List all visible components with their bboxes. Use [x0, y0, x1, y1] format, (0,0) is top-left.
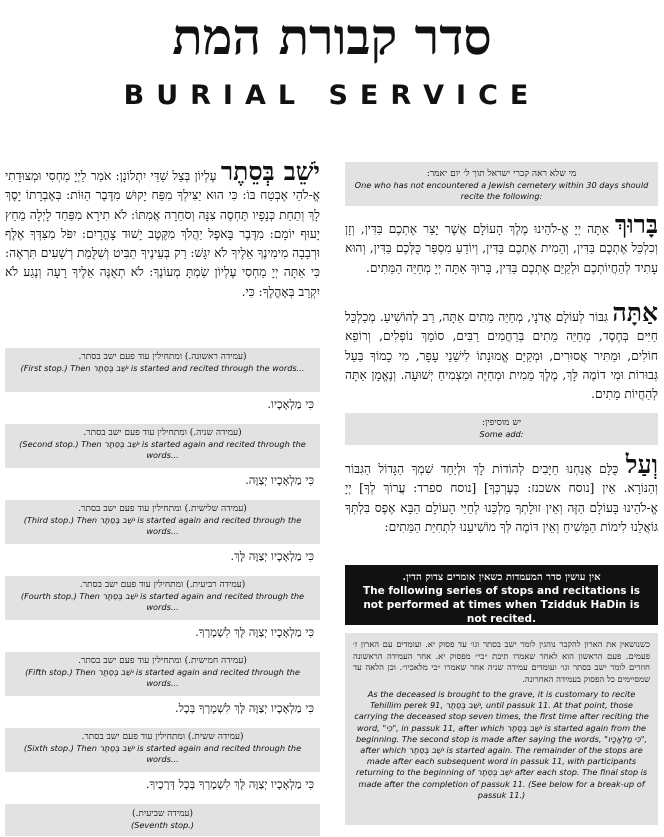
- stop-words: כִּי מַלְאָכָיו יְצַוֶּה לָּךְ.: [230, 549, 314, 563]
- stop-instruction-he: (עמידה ששית.) ומתחילין עוד פעם ישב בסתר.: [81, 732, 244, 742]
- right-column: [345, 162, 658, 825]
- opening-word: וְעַל: [625, 450, 659, 479]
- stop-instruction-en: (Third stop.) Then יֹשֵׁב בְּסֵתֶר is started again and recited through the words...: [23, 515, 302, 536]
- notice-he: אין עושין סדר המעמדות כשאין אומרים צדוק הדין.: [402, 572, 601, 583]
- stop-instruction-en: (Seventh stop.): [131, 820, 194, 830]
- instruction-en: As the deceased is brought to the grave, it is customary to recite Tehillim perek 91, יֹשֵׁב בְּסֵתֶר, until passuk 11. At that point, those carrying the deceased stop seven times, the first time after reciting the word, "כִּי", in passuk 11, after which יֹשֵׁב בְּסֵתֶר is started again from the beginning. The second stop is made after saying the words, "כִּי מַלְאָכָיו", after which יֹשֵׁב בְּסֵתֶר is started again. The remainder of the stops are made after each subsequent word in passuk 11, with participants returning to the beginning of יֹשֵׁב בְּסֵתֶר after each stop. The final stop is made after the completion of passuk 11. (See below for a break-up of passuk 11.): [354, 689, 649, 800]
- stop-instruction-he: (עמידה חמישית.) ומתחילין עוד פעם ישב בסתר.: [78, 656, 247, 666]
- hebrew-title: סדר קבורת המת: [172, 7, 492, 66]
- stop-instruction-he: (עמידה רביעית.) ומתחילין עוד פעם ישב בסתר.: [79, 580, 246, 590]
- stop-words: כִּי מַלְאָכָיו יְצַוֶּה לָּךְ לִשְׁמָרְךָ.: [195, 625, 314, 639]
- notice-box: [345, 565, 658, 625]
- some-add-he: יש מוסיפין:: [481, 418, 522, 428]
- stop-3: [5, 500, 320, 576]
- stop-6: [5, 728, 320, 804]
- stop-instruction: [5, 576, 320, 620]
- stop-1: [5, 348, 320, 424]
- atah-paragraph: [345, 298, 658, 403]
- stop-instruction: [5, 348, 320, 392]
- stop-4: [5, 576, 320, 652]
- notice-en: The following series of stops and recitations is not performed at times when Tzidduk HaDin is not recited.: [362, 585, 641, 625]
- veal-paragraph: [345, 450, 659, 551]
- paragraph-body: גִּבּוֹר לְעוֹלָם אֲדֹנָי, מְחַיֵּה מֵתִים אַתָּה, רַב לְהוֹשִׁיעַ. מְכַלְכֵּל חַיִּים בְּחֶסֶד, מְחַיֵּה מֵתִים בְּרַחֲמִים רַבִּים, סוֹמֵךְ נוֹפְלִים, וְרוֹפֵא חוֹלִים, וּמַתִּיר אֲסוּרִים, וּמְקַיֵּם אֱמוּנָתוֹ לִישֵׁנֵי עָפָר, מִי כָמוֹךָ בַּעַל גְּבוּרוֹת וּמִי דוֹמֶה לָּךְ, מֶלֶךְ מֵמִית וּמְחַיֶּה וּמַצְמִיחַ יְשׁוּעָה. וְנֶאֱמָן אַתָּה לְהַחֲיוֹת מֵתִים.: [345, 310, 658, 402]
- stop-instruction-he: (עמידה שניה.) ומתחילין עוד פעם ישב בסתר.: [83, 428, 242, 438]
- instruction-he: כשנושאין את הארון להקבר נוהגין לומר ישב בסתר וגו׳ עד פסוק יא. ועומדים עם הארון ז׳ פעמים. פעם הראשון הוא לאחר שאמרו תיבת ״כי״ מפסוק יא. אחר העמידה הראשונה חוזרים לומר ישב בסתר וגו׳ ועומדים עמידה שניה אחר שאמרו ״כי מלאכיו״. וכן הלאה עד שמסיימים כל הפסוק בעמידה האחרונה.: [353, 639, 650, 684]
- english-title: BURIAL SERVICE: [123, 80, 541, 111]
- some-add-en: Some add:: [479, 429, 524, 439]
- stop-instruction-he: (עמידה שביעית.): [131, 809, 194, 819]
- intro-he: מי שלא ראה קברי ישראל תוך ל׳ יום יאמר:: [426, 169, 577, 179]
- opening-word: בָּרוּךְ: [614, 210, 658, 239]
- stop-instruction-en: (Fourth stop.) Then יֹשֵׁב בְּסֵתֶר is started again and recited through the words...: [20, 591, 305, 612]
- stop-instruction-en: (Fifth stop.) Then יֹשֵׁב בְּסֵתֶר is started again and recited through the words...: [25, 667, 300, 688]
- stop-words: כִּי מַלְאָכָיו יְצַוֶּה.: [245, 473, 314, 487]
- left-column: [5, 157, 320, 836]
- stop-instruction-en: (Sixth stop.) Then יֹשֵׁב בְּסֵתֶר is started again and recited through the words...: [23, 743, 302, 764]
- intro-box: [345, 162, 658, 206]
- stop-instruction-en: (Second stop.) Then יֹשֵׁב בְּסֵתֶר is started again and recited through the words...: [19, 439, 306, 460]
- stop-words: כִּי מַלְאָכָיו יְצַוֶּה לָּךְ לִשְׁמָרְךָ בְּכָל דְּרָכֶיךָ.: [145, 777, 314, 791]
- stop-5: [5, 652, 320, 728]
- psalm-91-text: [5, 157, 320, 340]
- stop-instruction: [5, 500, 320, 544]
- stop-instruction: [5, 728, 320, 772]
- stop-7: [5, 804, 320, 836]
- opening-word: אַתָּה: [612, 298, 658, 327]
- stop-words: כִּי מַלְאָכָיו יְצַוֶּה לָּךְ לִשְׁמָרְךָ בְּכָל.: [174, 701, 314, 715]
- stop-words: כִּי מַלְאָכָיו.: [267, 397, 314, 411]
- instruction-box: [345, 633, 658, 825]
- some-add-box: [345, 413, 658, 445]
- intro-en: One who has not encountered a Jewish cemetery within 30 days should recite the following:: [354, 180, 649, 201]
- stop-instruction: [5, 652, 320, 696]
- psalm-body: עֶלְיוֹן בְּצֵל שַׁדַּי יִתְלוֹנָן: אֹמַר לַיְיָ מַחְסִי וּמְצוּדָתִי אֱ-לֹהַי אֶבְטַח בּוֹ: כִּי הוּא יַצִּילְךָ מִפַּח יָקוּשׁ מִדֶּבֶר הַוּוֹת: בְּאֶבְרָתוֹ יָסֶךְ לָךְ וְתַחַת כְּנָפָיו תֶּחְסֶה צִנָּה וְסֹחֵרָה אֲמִתּוֹ: לֹא תִירָא מִפַּחַד לָיְלָה מֵחֵץ יָעוּף יוֹמָם: מִדֶּבֶר בָּאֹפֶל יַהֲלֹךְ מִקֶּטֶב יָשׁוּד צָהֳרָיִם: יִפֹּל מִצִּדְּךָ אֶלֶף וּרְבָבָה מִימִינֶךָ אֵלֶיךָ לֹא יִגָּשׁ: רַק בְּעֵינֶיךָ תַבִּיט וְשִׁלֻּמַת רְשָׁעִים תִּרְאֶה: כִּי אַתָּה יְיָ מַחְסִי עֶלְיוֹן שַׂמְתָּ מְעוֹנֶךָ: לֹא תְאֻנֶּה אֵלֶיךָ רָעָה וְנֶגַע לֹא יִקְרַב בְּאָהֳלֶךָ: כִּי.: [5, 169, 320, 299]
- baruch-paragraph: [345, 210, 658, 295]
- stop-instruction-he: (עמידה ראשונה.) ומתחילין עוד פעם ישב בסתר.: [78, 352, 247, 362]
- paragraph-body: אַתָּה יְיָ אֱ-לֹהֵינוּ מֶלֶךְ הָעוֹלָם אֲשֶׁר יָצַר אֶתְכֶם בַּדִּין, וְזָן וְכִלְכֵּל אֶתְכֶם בַּדִּין, וְהֵמִית אֶתְכֶם בַּדִּין, וְיוֹדֵעַ מִסְפַּר כֻּלְּכֶם בַּדִּין, וְהוּא עָתִיד לְהַחֲיוֹתְכֶם וּלְקַיֵּם אֶתְכֶם בַּדִּין, בָּרוּךְ אַתָּה יְיָ מְחַיֵּה הַמֵּתִים.: [345, 222, 658, 275]
- paragraph-body: כֻּלָּם אֲנַחְנוּ חַיָּבִים לְהוֹדוֹת לָךְ וּלְיַחֵד שִׁמְךָ הַגָּדוֹל הַגִּבּוֹר וְהַנּוֹרָא. אֵין [נוסח אשכנז: כְּעֶרְכְּךָ] [נוסח ספרד: עֲרוֹךְ לְךָ] יְיָ אֱ-לֹהֵינוּ בָּעוֹלָם הַזֶּה וְאֵין זוּלָתְךָ מַלְכֵּנוּ לְחַיֵּי הָעוֹלָם הַבָּא אֶפֶס בִּלְתְּךָ גּוֹאֲלֵנוּ לִימוֹת הַמָּשִׁיחַ וְאֵין דּוֹמֶה לְּךָ מוֹשִׁיעֵנוּ לִתְחִיַּת הַמֵּתִים:: [345, 462, 658, 534]
- stop-instruction-he: (עמידה שלישית.) ומתחילין עוד פעם ישב בסתר.: [78, 504, 247, 514]
- stop-instruction: [5, 424, 320, 468]
- opening-word: יֹשֵׁב בְּסֵתֶר: [220, 157, 320, 186]
- stop-2: [5, 424, 320, 500]
- stop-instruction-en: (First stop.) Then יֹשֵׁב בְּסֵתֶר is started and recited through the words...: [20, 363, 305, 373]
